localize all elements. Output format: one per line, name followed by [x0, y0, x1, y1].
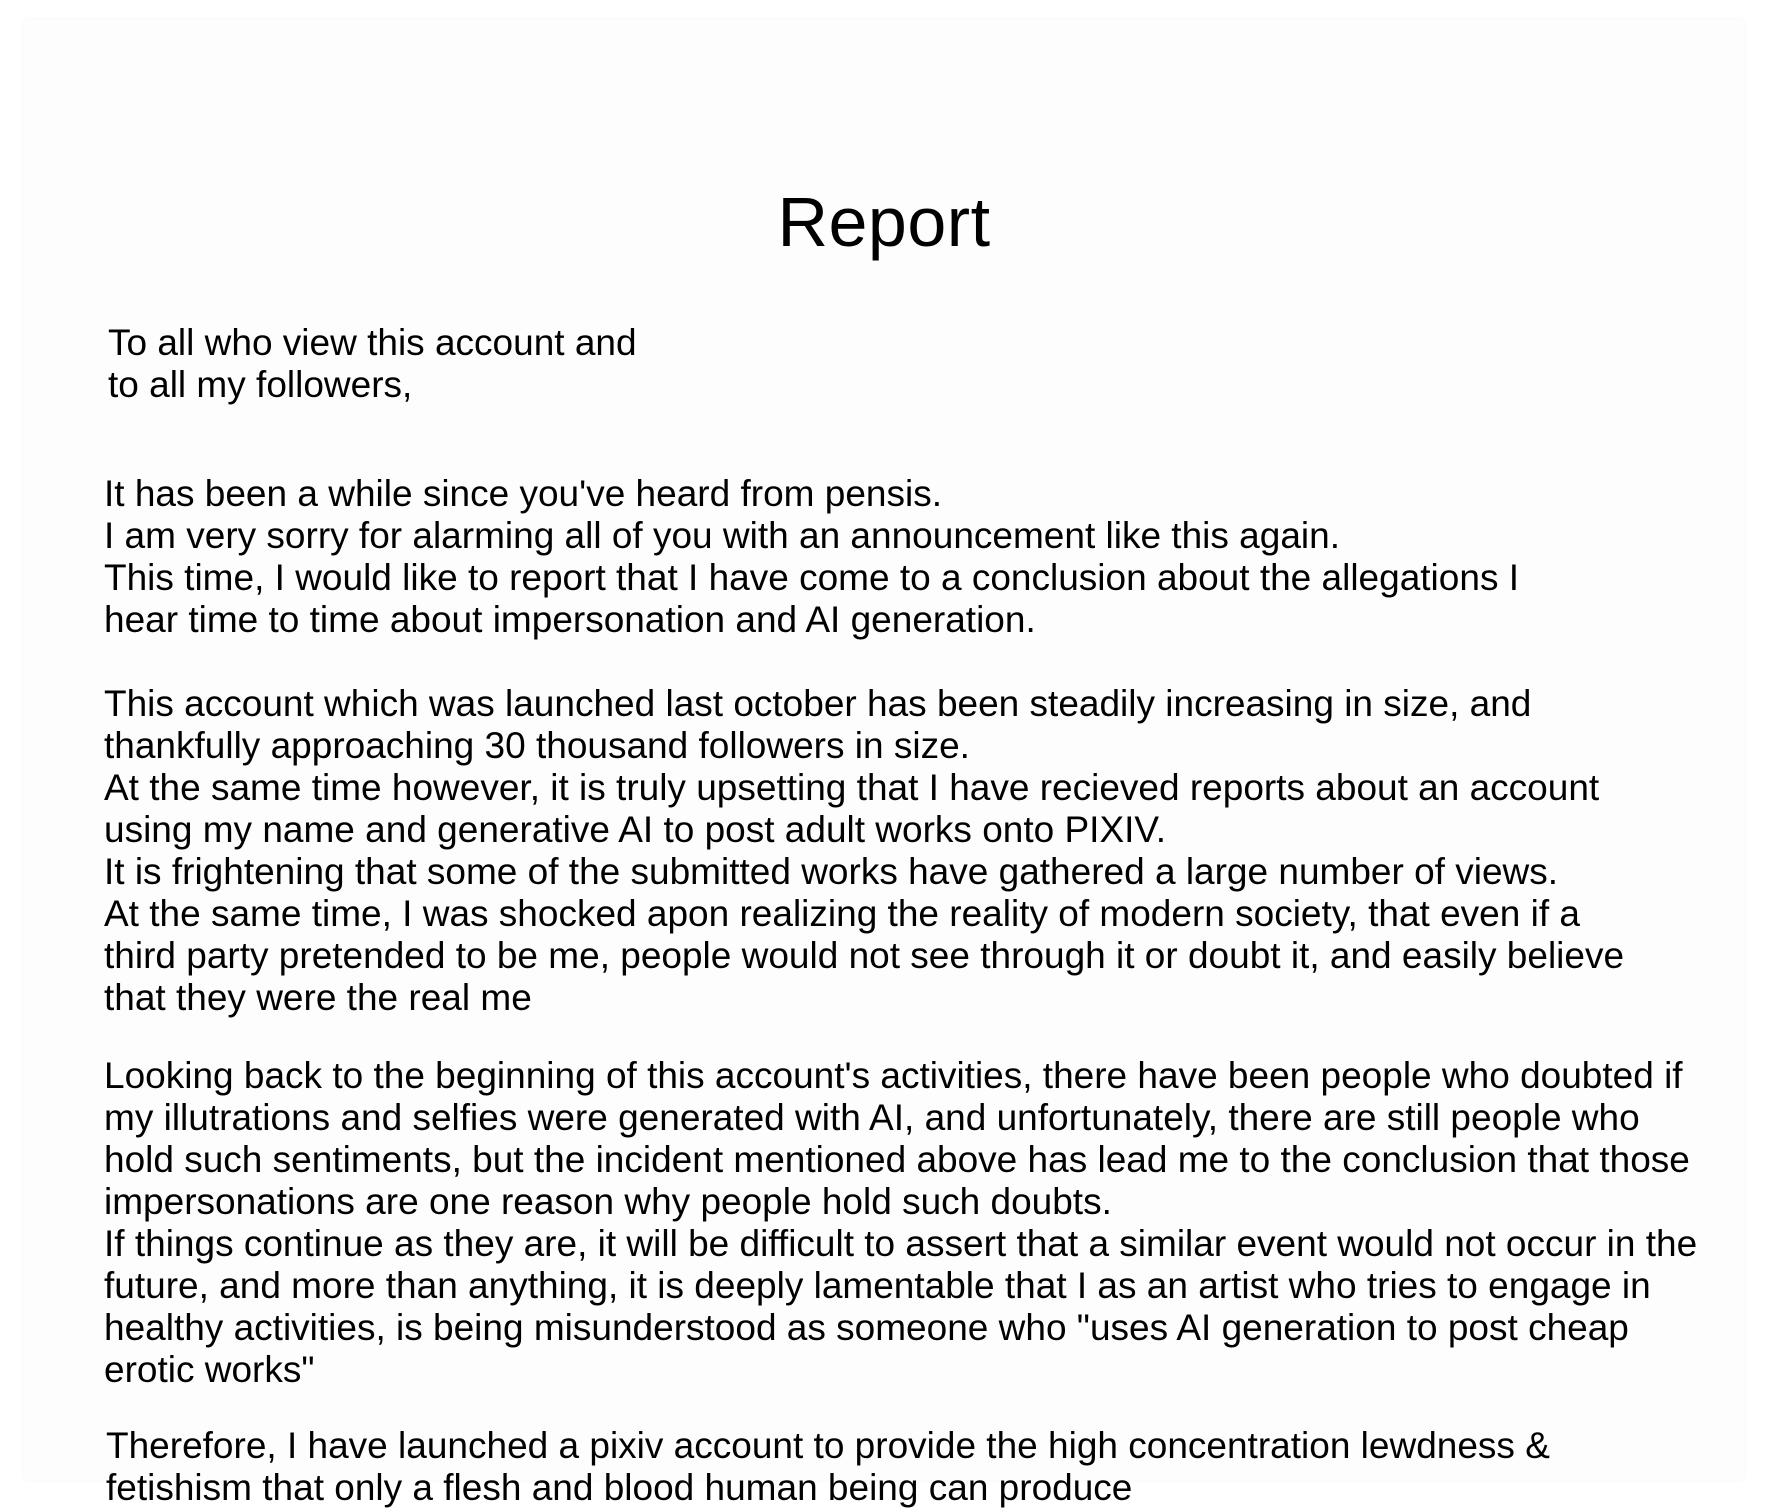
paragraph-line: I am very sorry for alarming all of you with an announcement like this again.: [104, 515, 1340, 556]
paragraph-line: hold such sentiments, but the incident mentioned above has lead me to the conclusion that those: [104, 1139, 1690, 1180]
paragraph-line: future, and more than anything, it is deeply lamentable that I as an artist who tries to engage in: [104, 1265, 1651, 1306]
paragraph-line: healthy activities, is being misunderstood as someone who "uses AI generation to post cheap: [104, 1307, 1629, 1348]
paragraph-4: [106, 1425, 1550, 1509]
paragraph-line: third party pretended to be me, people would not see through it or doubt it, and easily believe: [104, 935, 1625, 976]
greeting-line: to all my followers,: [108, 364, 413, 405]
paragraph-line: It is frightening that some of the submitted works have gathered a large number of views.: [104, 851, 1559, 892]
paragraph-line: At the same time, I was shocked apon realizing the reality of modern society, that even if a: [104, 893, 1580, 934]
paragraph-line: This time, I would like to report that I have come to a conclusion about the allegations I: [104, 557, 1519, 598]
paragraph-line: If things continue as they are, it will be difficult to assert that a similar event would not occur in the: [104, 1223, 1698, 1264]
paragraph-line: Looking back to the beginning of this account's activities, there have been people who doubted if: [104, 1055, 1683, 1096]
paragraph-line: my illutrations and selfies were generated with AI, and unfortunately, there are still people who: [104, 1097, 1640, 1138]
paragraph-line: using my name and generative AI to post adult works onto PIXIV.: [104, 809, 1166, 850]
paragraph-line: fetishism that only a flesh and blood human being can produce: [106, 1467, 1133, 1508]
paragraph-line: impersonations are one reason why people hold such doubts.: [104, 1181, 1112, 1222]
paragraph-line: thankfully approaching 30 thousand followers in size.: [104, 725, 970, 766]
paragraph-line: At the same time however, it is truly upsetting that I have recieved reports about an account: [104, 767, 1600, 808]
paragraph-3: [104, 1055, 1697, 1391]
paragraph-1: [104, 473, 1519, 641]
greeting: [108, 322, 637, 406]
paragraph-2: [104, 683, 1624, 1019]
paragraph-line: erotic works": [104, 1349, 315, 1390]
paragraph-line: Therefore, I have launched a pixiv account to provide the high concentration lewdness &: [106, 1425, 1550, 1466]
paragraph-line: that they were the real me: [104, 977, 532, 1018]
paragraph-line: It has been a while since you've heard from pensis.: [104, 473, 942, 514]
greeting-line: To all who view this account and: [108, 322, 637, 363]
paragraph-line: hear time to time about impersonation and AI generation.: [104, 599, 1036, 640]
paragraph-line: This account which was launched last october has been steadily increasing in size, and: [104, 683, 1532, 724]
document-page: [24, 20, 1744, 1508]
document-title: Report: [777, 182, 991, 261]
